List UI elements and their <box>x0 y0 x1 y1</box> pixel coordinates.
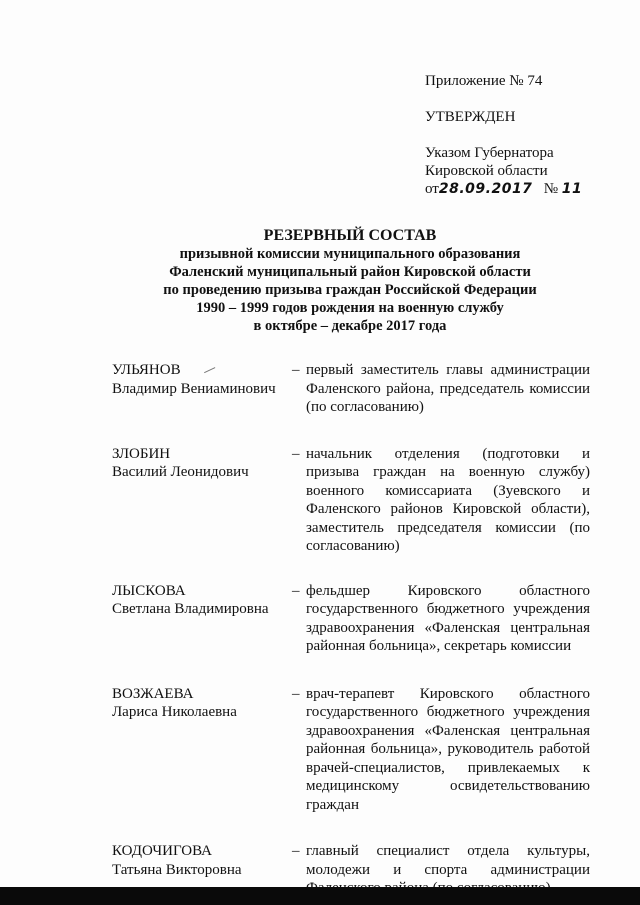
member-surname: ВОЗЖАЕВА <box>112 685 194 702</box>
member-surname: ЗЛОБИН <box>112 445 171 462</box>
member-surname: КОДОЧИГОВА <box>112 843 213 859</box>
member-role: начальник отделения (подготовки и призыва граждан на военную службу) военного комиссариата (Зуевского и Фаленского районов Кировской области), заместитель председателя комиссии (по согласованию) <box>306 445 590 554</box>
member-name: Татьяна Викторовна <box>112 861 242 878</box>
approval-stamp <box>425 72 582 198</box>
member-name: Светлана Владимировна <box>112 601 269 617</box>
member-role: главный специалист отдела культуры, молодежи и спорта администрации <box>306 843 590 878</box>
member-role: фельдшер Кировского областного государственного бюджетного учреждения здравоохранения «Фаленская центральная районная больница», секретарь комиссии <box>306 582 590 654</box>
member-person <box>112 361 292 417</box>
member-name: Лариса Николаевна <box>112 704 237 720</box>
member-dash: – <box>292 685 300 702</box>
member-role: первый заместитель главы администрации Фаленского района, председатель комиссии (по согласованию) <box>306 362 590 415</box>
member-surname: УЛЬЯНОВ <box>112 362 181 378</box>
document-title <box>100 226 600 335</box>
list-item <box>112 445 590 556</box>
decree-line-2: Кировской области <box>425 163 548 179</box>
title-line-3: по проведению призыва граждан Российской Федерации <box>163 282 537 298</box>
date-prefix: от <box>425 181 439 197</box>
title-line-4: 1990 – 1999 годов рождения на военную службу <box>196 300 504 316</box>
decree-line-1: Указом Губернатора <box>425 145 554 161</box>
member-name: Василий Леонидович <box>112 464 249 480</box>
members-list <box>112 361 590 898</box>
title-line-5: в октябре – декабре 2017 года <box>253 318 447 334</box>
title-line-2: Фаленский муниципальный район Кировской области <box>169 264 531 280</box>
list-item <box>112 685 590 815</box>
member-person <box>112 685 292 815</box>
member-name: Владимир Вениаминович <box>112 380 276 397</box>
title-line-1: призывной комиссии муниципального образования <box>179 246 521 262</box>
member-dash: – <box>292 582 300 599</box>
decree-number: 11 <box>561 181 583 197</box>
member-dash: – <box>292 843 300 859</box>
list-item <box>112 582 590 656</box>
member-dash: – <box>292 362 300 378</box>
member-role: врач-терапевт Кировского областного государственного бюджетного учреждения здравоохранения «Фаленская центральная районная больница», руководитель работой врачей-специалистов, привлекаемых к медицинскому освидетельствованию граждан <box>306 685 590 813</box>
member-person <box>112 445 292 556</box>
appendix-number: Приложение № 74 <box>425 73 543 89</box>
scan-border-bar <box>0 887 640 905</box>
member-person <box>112 582 292 656</box>
decree-date: 28.09.2017 <box>438 181 533 197</box>
decree-date-line <box>425 180 582 198</box>
approved-label: УТВЕРЖДЕН <box>425 109 516 125</box>
member-dash: – <box>292 445 300 462</box>
title-main: РЕЗЕРВНЫЙ СОСТАВ <box>263 227 437 244</box>
list-item <box>112 361 590 417</box>
member-surname: ЛЫСКОВА <box>112 582 186 599</box>
number-prefix: № <box>543 181 558 197</box>
